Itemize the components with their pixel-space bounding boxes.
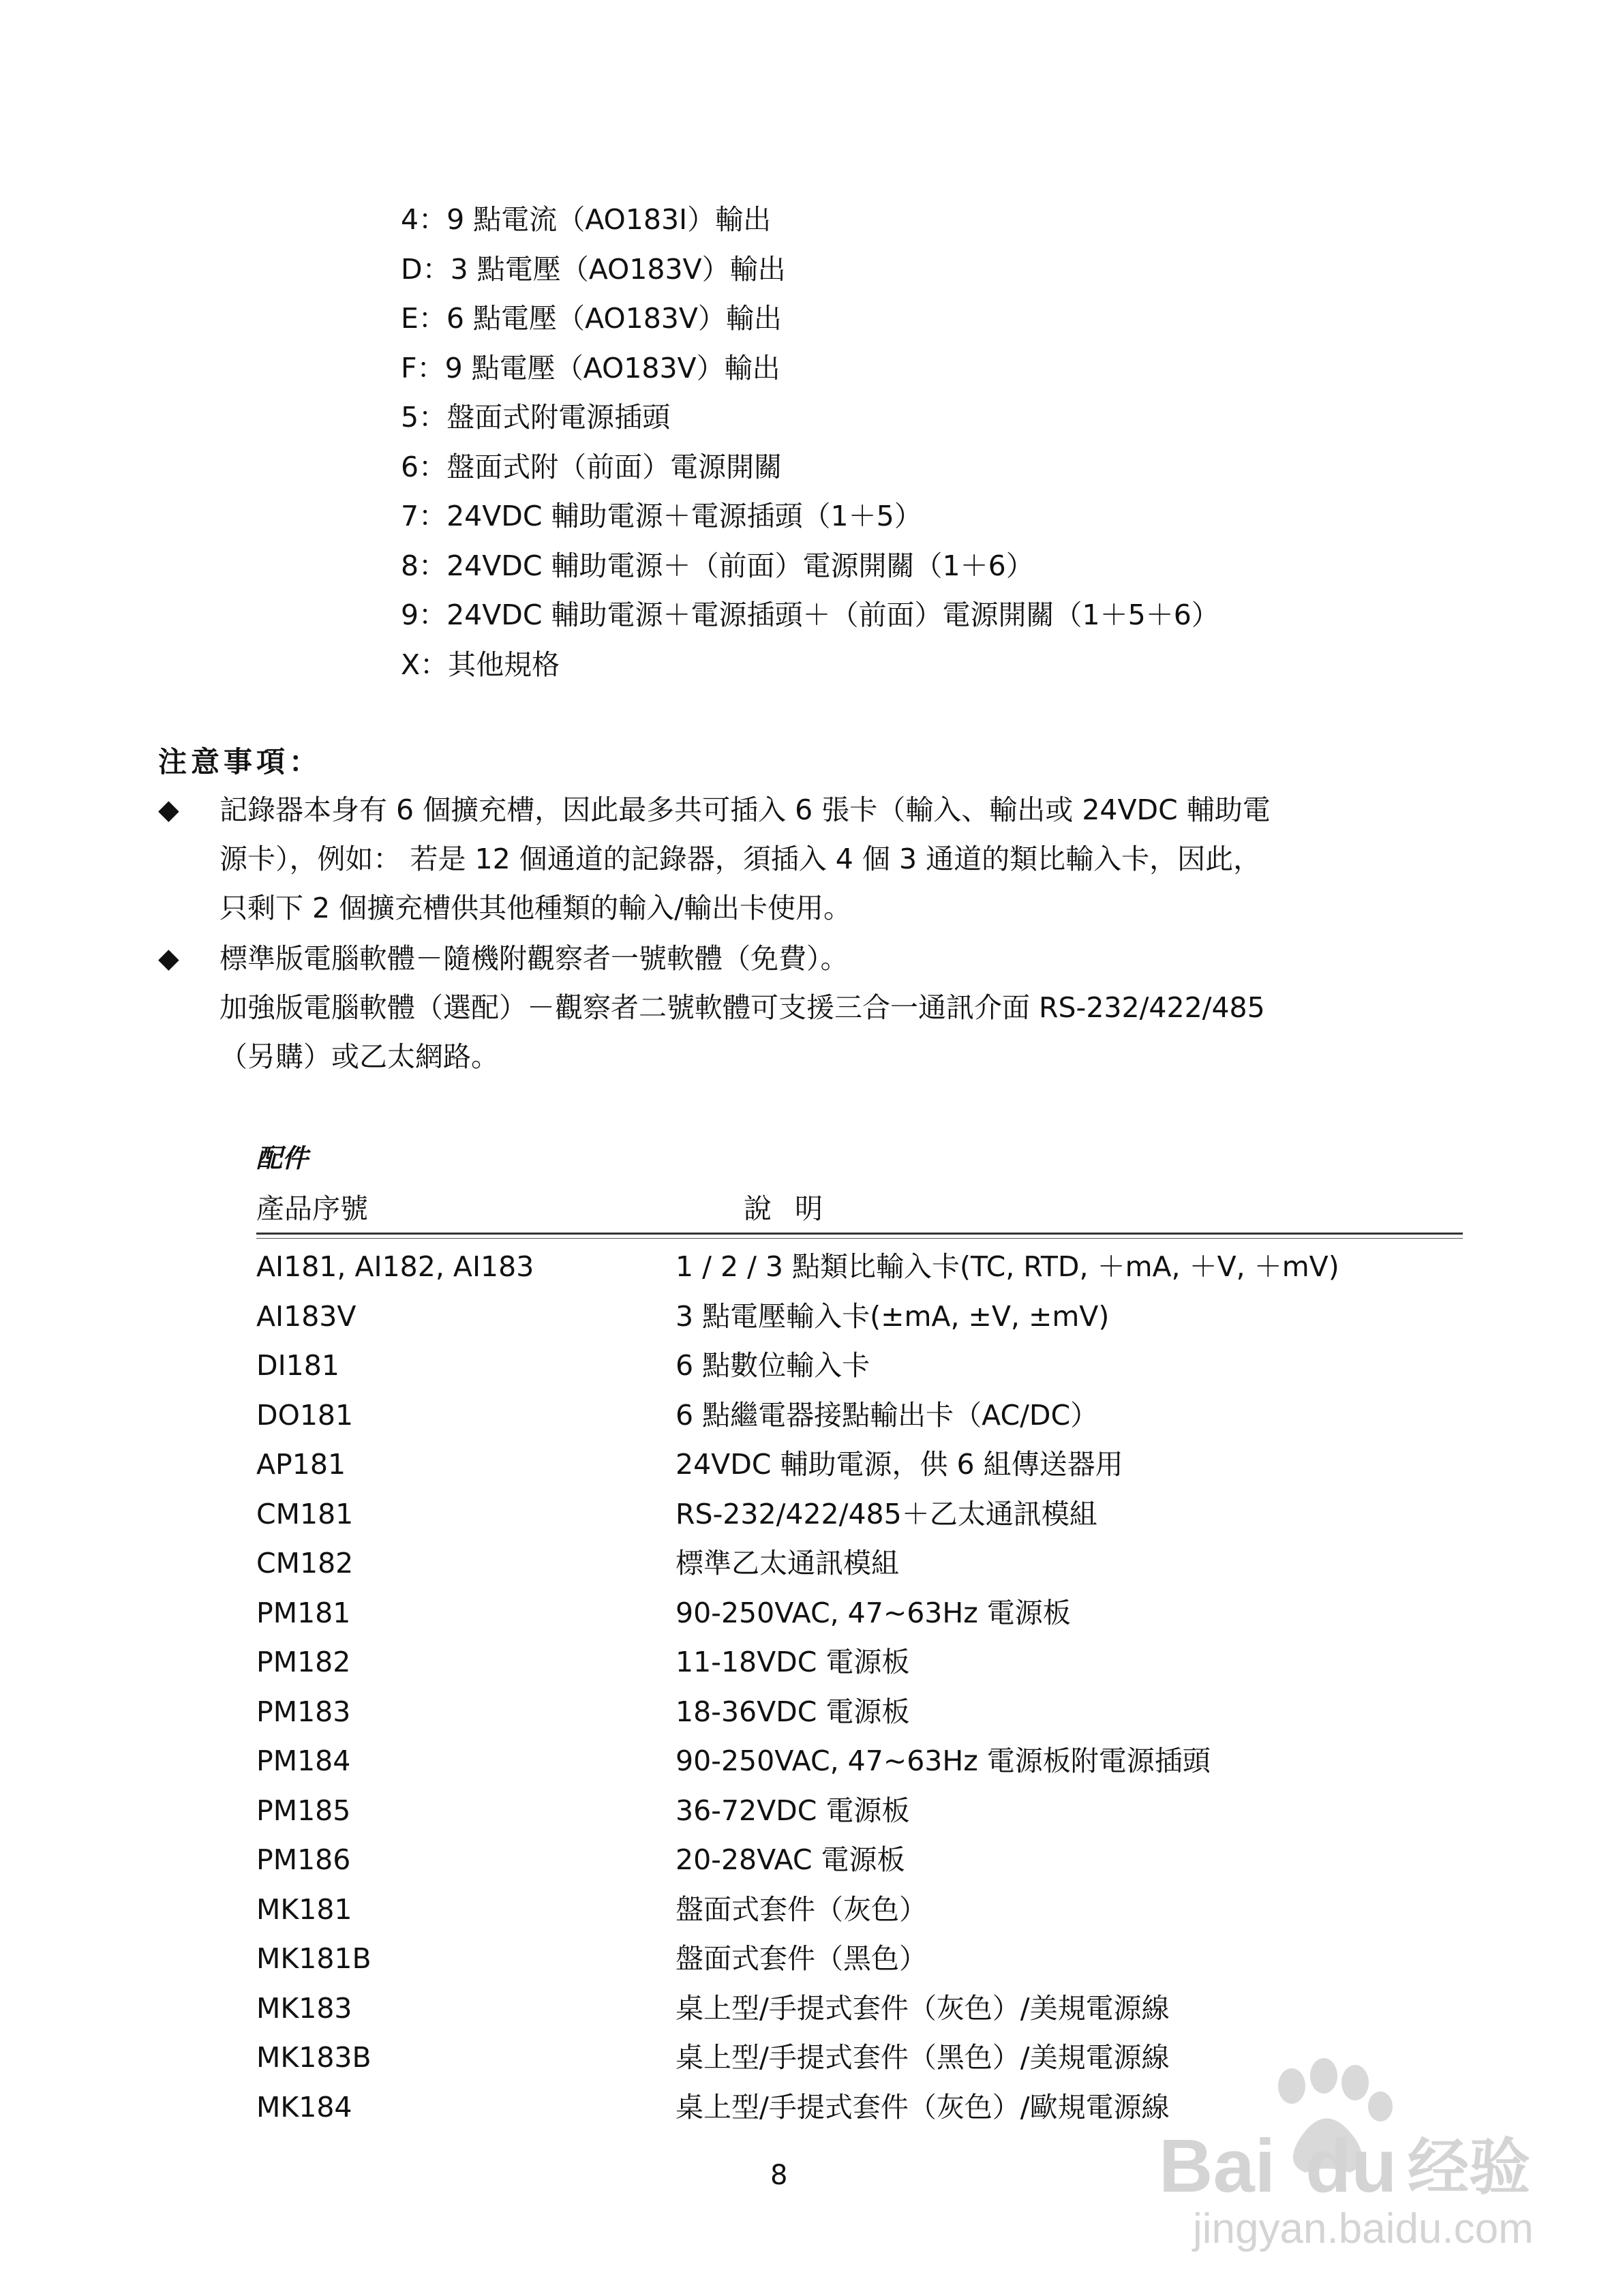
table-row [256,1637,1463,1687]
table-row [256,1490,1463,1539]
table-row [256,1885,1463,1935]
part-number-cell: AP181 [256,1448,346,1481]
note-line: 標準版電腦軟體－隨機附觀察者一號軟體（免費）。 [219,942,849,975]
part-number-cell: CM181 [256,1497,354,1530]
table-row [256,1440,1463,1490]
page-number: 8 [770,2160,788,2191]
part-number-cell: PM185 [256,1794,351,1827]
part-number-cell: PM182 [256,1646,351,1678]
table-row [256,1786,1463,1836]
table-row [256,1687,1463,1737]
part-number-cell: CM182 [256,1547,354,1580]
watermark-brand: Bai [1159,2124,1276,2208]
bullet-diamond-icon: ◆ [158,943,179,974]
description-cell: 盤面式套件（灰色） [676,1892,927,1926]
description-cell: 18-36VDC 電源板 [676,1695,910,1728]
header-rule-thin [256,1238,1463,1239]
table-row [256,1736,1463,1786]
accessories-table [256,1179,1463,2124]
table-row [256,1835,1463,1885]
description-cell: 1 / 2 / 3 點類比輸入卡(TC, RTD, ＋mA, ＋V, ＋mV) [676,1250,1339,1283]
table-row [256,1984,1463,2034]
option-item: X：其他規格 [401,648,560,681]
note-line: 加強版電腦軟體（選配）－觀察者二號軟體可支援三合一通訊介面 RS-232/422/485 [219,991,1265,1024]
note-line: （另購）或乙太網路。 [219,1040,499,1073]
note-line: 記錄器本身有 6 個擴充槽，因此最多共可插入 6 張卡（輸入、輸出或 24VDC 輔助電 [219,794,1271,826]
watermark-url: jingyan.baidu.com [1193,2205,1534,2252]
description-cell: 6 點繼電器接點輸出卡（AC/DC） [676,1398,1099,1432]
part-number-cell: PM183 [256,1695,351,1728]
part-number-cell: MK183B [256,2041,371,2074]
part-number-cell: MK183 [256,1991,352,2025]
description-cell: 90-250VAC, 47~63Hz 電源板附電源插頭 [676,1744,1211,1777]
description-cell: 24VDC 輔助電源，供 6 組傳送器用 [676,1448,1123,1481]
option-item: 7：24VDC 輔助電源＋電源插頭（1＋5） [401,500,922,532]
description-cell: 標準乙太通訊模組 [676,1547,899,1580]
option-item: F：9 點電壓（AO183V）輸出 [401,351,780,384]
option-code-list [401,195,1219,689]
part-number-cell: AI181, AI182, AI183 [256,1250,534,1283]
option-item: 5：盤面式附電源插頭 [401,401,671,434]
note-line: 源卡），例如： 若是 12 個通道的記錄器，須插入 4 個 3 通道的類比輸入卡，因此， [219,843,1262,875]
accessories-heading: 配件 [256,1143,309,1173]
bullet-diamond-icon: ◆ [158,794,179,826]
header-rule [256,1233,1463,1235]
table-row [256,1934,1463,1984]
description-cell: 6 點數位輸入卡 [676,1349,870,1382]
table-row [256,1588,1463,1638]
description-cell: 桌上型/手提式套件（灰色）/歐規電源線 [676,2090,1170,2124]
table-header [256,1179,1463,1234]
part-number-cell: DI181 [256,1349,339,1382]
description-cell: 桌上型/手提式套件（灰色）/美規電源線 [676,1991,1170,2025]
description-cell: 11-18VDC 電源板 [676,1646,910,1678]
notes-heading: 注意事項： [158,745,322,779]
option-item: E：6 點電壓（AO183V）輸出 [401,302,782,335]
part-number-cell: MK181B [256,1942,371,1975]
column-header-part-no: 產品序號 [256,1192,368,1225]
description-cell: 36-72VDC 電源板 [676,1794,910,1827]
watermark-cn: 经验 [1408,2132,1530,2203]
option-item: 9：24VDC 輔助電源＋電源插頭＋（前面）電源開關（1＋5＋6） [401,599,1219,631]
part-number-cell: PM186 [256,1843,351,1876]
part-number-cell: PM181 [256,1596,351,1629]
table-row [256,1391,1463,1440]
option-item: 4：9 點電流（AO183I）輸出 [401,203,772,236]
option-item: 8：24VDC 輔助電源＋（前面）電源開關（1＋6） [401,549,1034,582]
table-row [256,1539,1463,1588]
description-cell: 20-28VAC 電源板 [676,1843,905,1876]
table-row [256,1341,1463,1391]
part-number-cell: DO181 [256,1398,354,1432]
watermark-brand-2: du [1305,2124,1397,2208]
option-item: 6：盤面式附（前面）電源開關 [401,450,783,483]
note-line: 只剩下 2 個擴充槽供其他種類的輸入/輸出卡使用。 [219,892,851,924]
baidu-watermark [1152,2055,1561,2260]
column-header-description: 說明 [744,1192,846,1225]
part-number-cell: MK181 [256,1892,352,1926]
table-row [256,1242,1463,1292]
description-cell: 3 點電壓輸入卡(±mA, ±V, ±mV) [676,1299,1110,1333]
part-number-cell: MK184 [256,2090,352,2124]
option-item: D：3 點電壓（AO183V）輸出 [401,252,786,286]
part-number-cell: PM184 [256,1744,351,1777]
table-body [256,1242,1463,2132]
description-cell: 桌上型/手提式套件（黑色）/美規電源線 [676,2041,1170,2074]
description-cell: 90-250VAC, 47~63Hz 電源板 [676,1596,1071,1629]
table-row [256,1292,1463,1342]
description-cell: 盤面式套件（黑色） [676,1942,927,1975]
part-number-cell: AI183V [256,1299,357,1333]
description-cell: RS-232/422/485＋乙太通訊模組 [676,1497,1097,1530]
